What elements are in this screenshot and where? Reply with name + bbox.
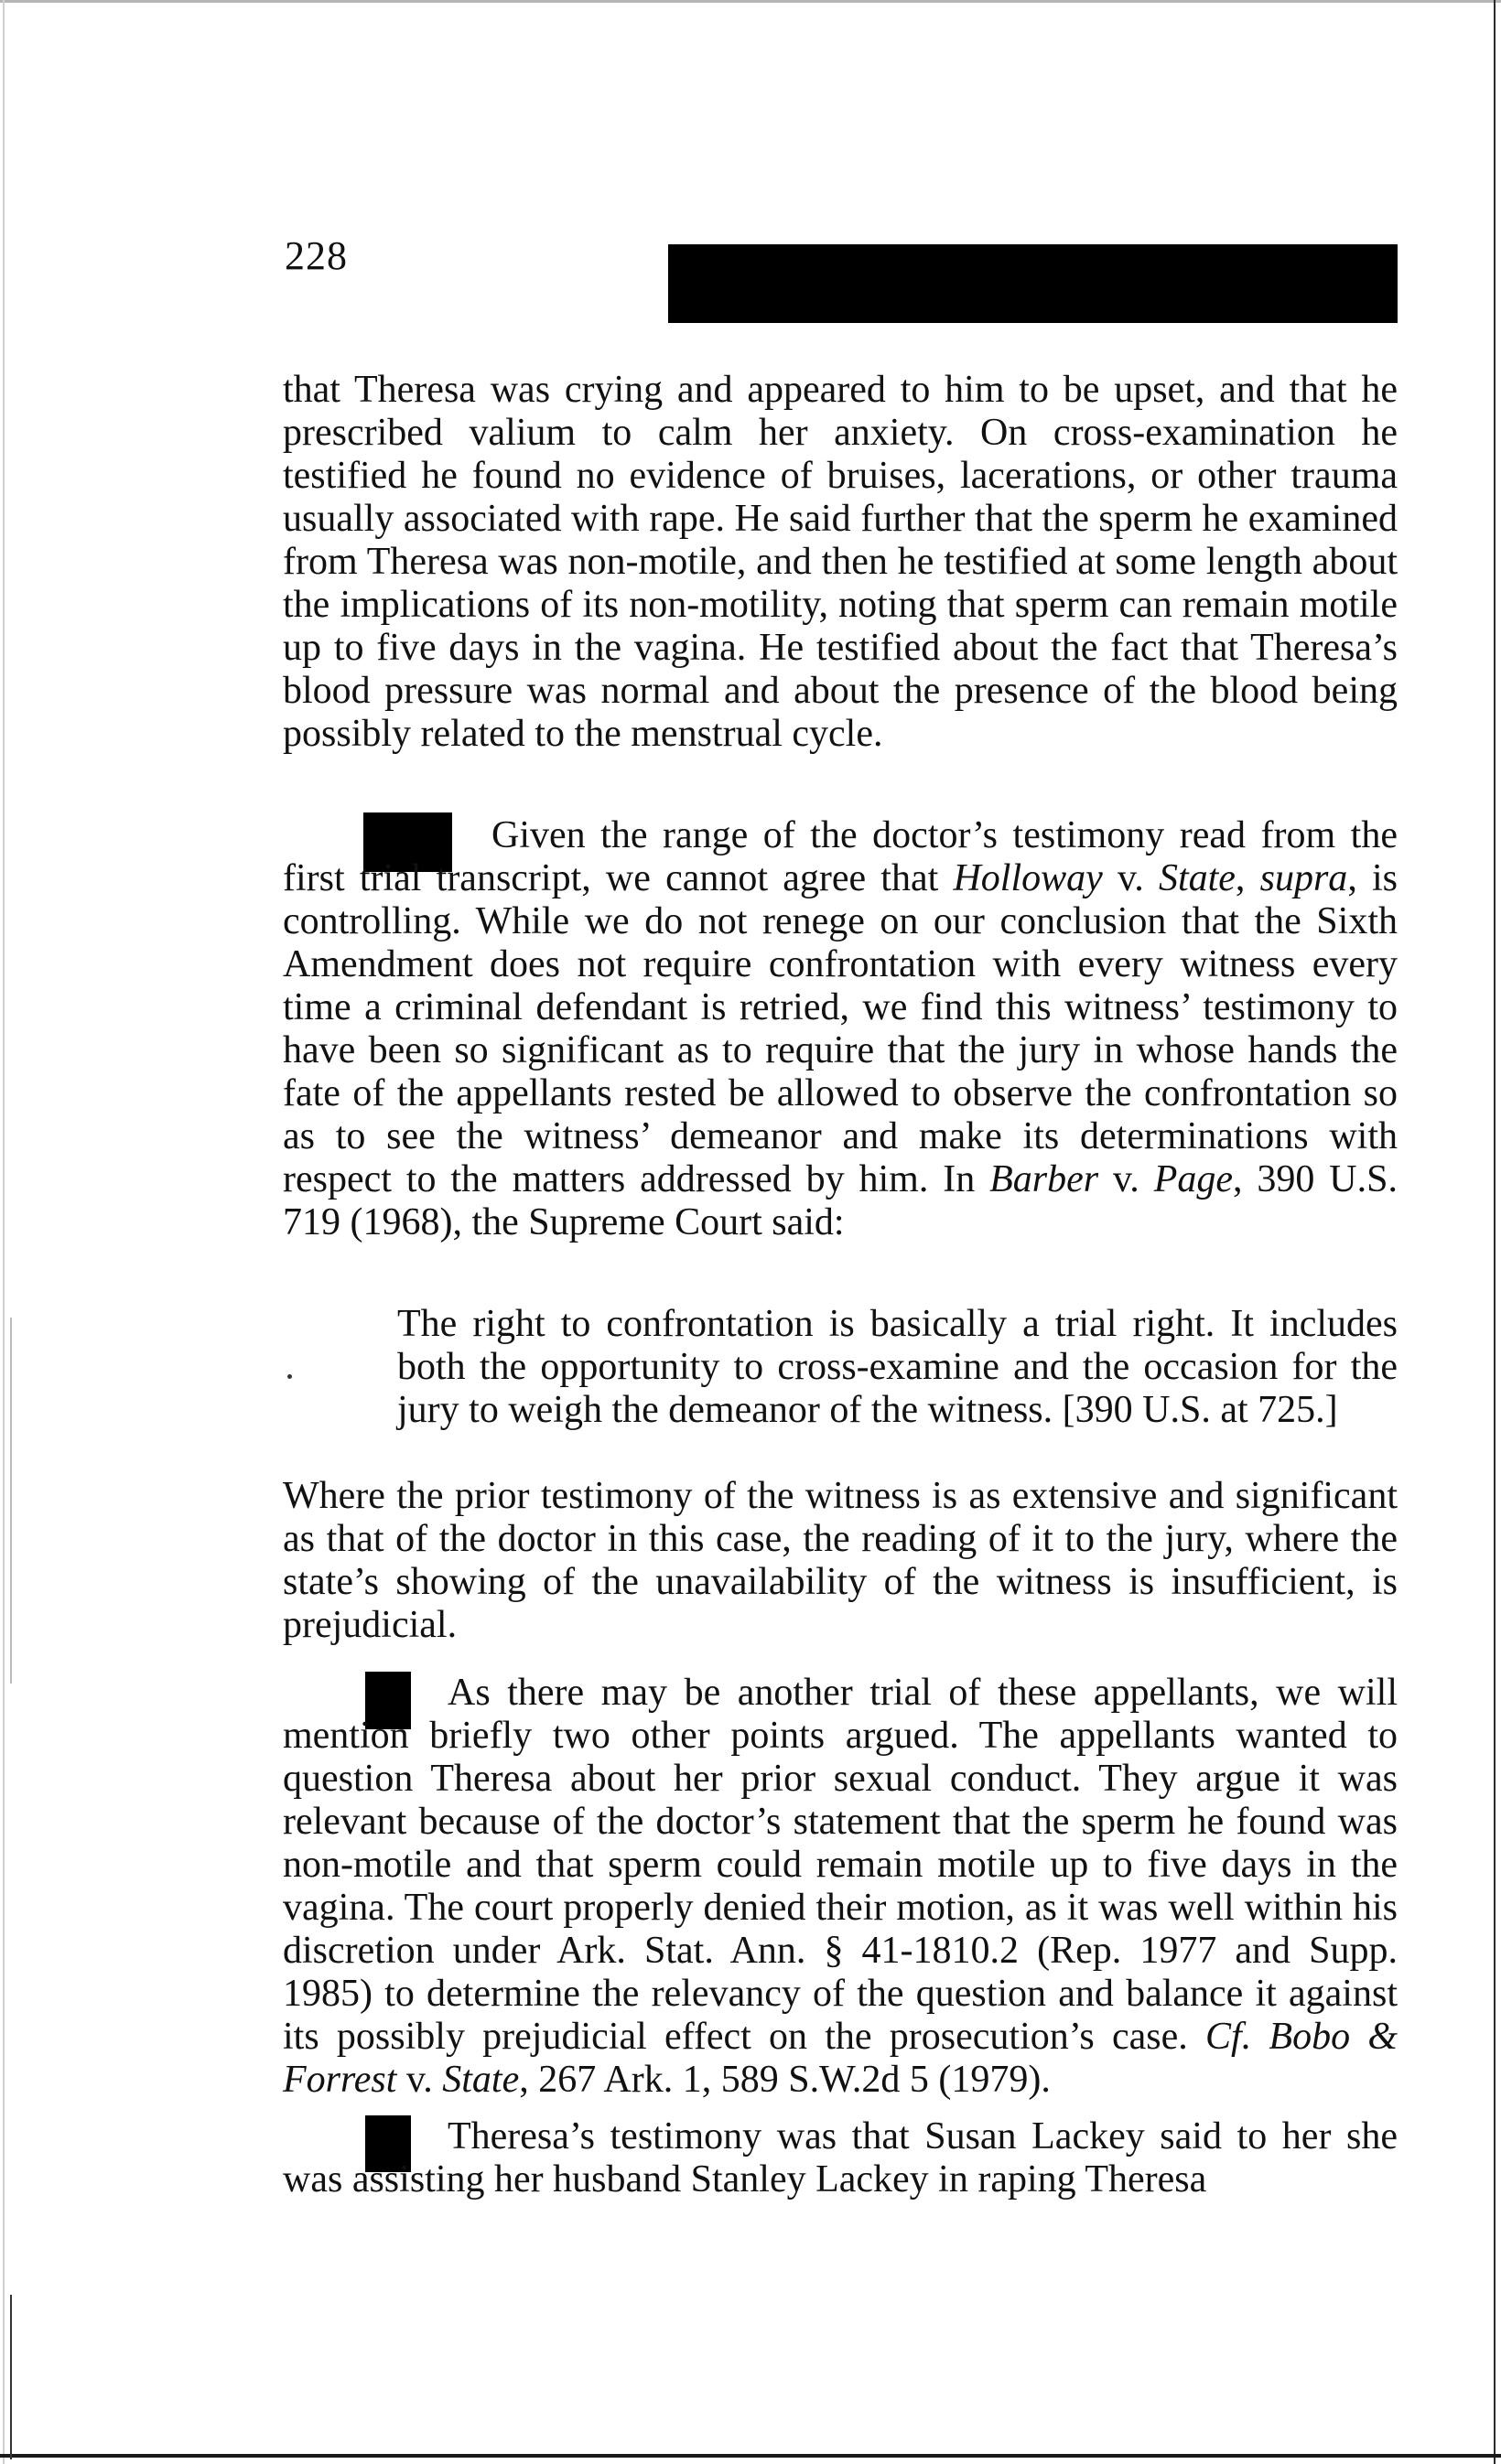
scan-speck	[287, 1374, 292, 1379]
paragraph-2-text-3: , 390 U.S. 719 (1968), the Supreme Court said:	[283, 1158, 1398, 1243]
versus: v.	[1102, 857, 1159, 899]
versus: v.	[396, 2059, 443, 2101]
scan-border-top	[0, 0, 1501, 3]
case-name-holloway: Holloway	[953, 857, 1103, 899]
scan-border-left	[3, 0, 5, 2464]
paragraph-4	[283, 1672, 1398, 2102]
scan-edge-mark	[10, 1318, 12, 1684]
comma: ,	[1235, 857, 1260, 899]
paragraph-4-text-2: , 267 Ark. 1, 589 S.W.2d 5 (1979).	[519, 2059, 1051, 2101]
paragraph-2-text-2: , is controlling. While we do not renege on our conclusion that the Sixth Amendment does not require confrontation with every witness every time a criminal defendant is retried, we find this witness’ testimony to have been so significant as to require that the jury in whose hands the fate of the appellants rested be allowed to observe the confrontation so as to see the witness’ demeanor and make its determinations with respect to the matters addressed by him. In	[283, 857, 1398, 1200]
paragraph-5-text: Theresa’s testimony was that Susan Lackey said to her she was assisting her husband Stanley Lackey in raping Theresa	[283, 2115, 1398, 2200]
scan-edge-mark	[10, 2295, 12, 2459]
paragraph-3	[283, 1475, 1398, 1647]
case-name-page: Page	[1153, 1158, 1234, 1200]
case-name-bobo-forrest: Cf. Bobo & Forrest	[283, 2016, 1398, 2101]
page-number: 228	[285, 233, 348, 278]
supra-citation: supra	[1259, 857, 1348, 899]
scan-border-right	[1494, 0, 1496, 2464]
paragraph-3-text: Where the prior testimony of the witness is as extensive and significant as that of the doctor in this case, the reading of it to the jury, where the state’s showing of the unavailability of the witness is insufficient, is prejudicial.	[283, 1475, 1398, 1646]
paragraph-1	[283, 369, 1398, 756]
block-quote	[397, 1303, 1398, 1432]
versus: v.	[1098, 1158, 1154, 1200]
scan-border-bottom	[0, 2454, 1501, 2458]
case-name-barber: Barber	[989, 1158, 1099, 1200]
case-name-state: State	[442, 2059, 520, 2101]
paragraph-1-text: that Theresa was crying and appeared to him to be upset, and that he prescribed valium to calm her anxiety. On cross-examination he testified he found no evidence of bruises, lacerations, or other trauma usually associated with rape. He said further that the sperm he examined from Theresa was non-motile, and then he testified at some length about the implications of its non-motility, noting that sperm can remain motile up to five days in the vagina. He testified about the fact that Theresa’s blood pressure was normal and about the presence of the blood being possibly related to the menstrual cycle.	[283, 369, 1398, 755]
paragraph-4-text-1: As there may be another trial of these appellants, we will mention briefly two other points argued. The appellants wanted to question Theresa about her prior sexual conduct. They argue it was relevant because of the doctor’s statement that the sperm he found was non-motile and that sperm could remain motile up to five days in the vagina. The court properly denied their motion, as it was well within his discretion under Ark. Stat. Ann. § 41-1810.2 (Rep. 1977 and Supp. 1985) to determine the relevancy of the question and balance it against its possibly prejudicial effect on the prosecution’s case.	[283, 1672, 1398, 2058]
case-name-state: State	[1158, 857, 1236, 899]
paragraph-5	[283, 2115, 1398, 2201]
redacted-running-header	[668, 244, 1398, 323]
paragraph-2	[283, 814, 1398, 1244]
paragraph-2-text-1: Given the range of the doctor’s testimony read from the first trial transcript, we cannot agree that	[283, 814, 1398, 899]
block-quote-text: The right to confrontation is basically a trial right. It includes both the opportunity to cross-examine and the occasion for the jury to weigh the demeanor of the witness. [390 U.S. at 725.]	[397, 1303, 1398, 1431]
